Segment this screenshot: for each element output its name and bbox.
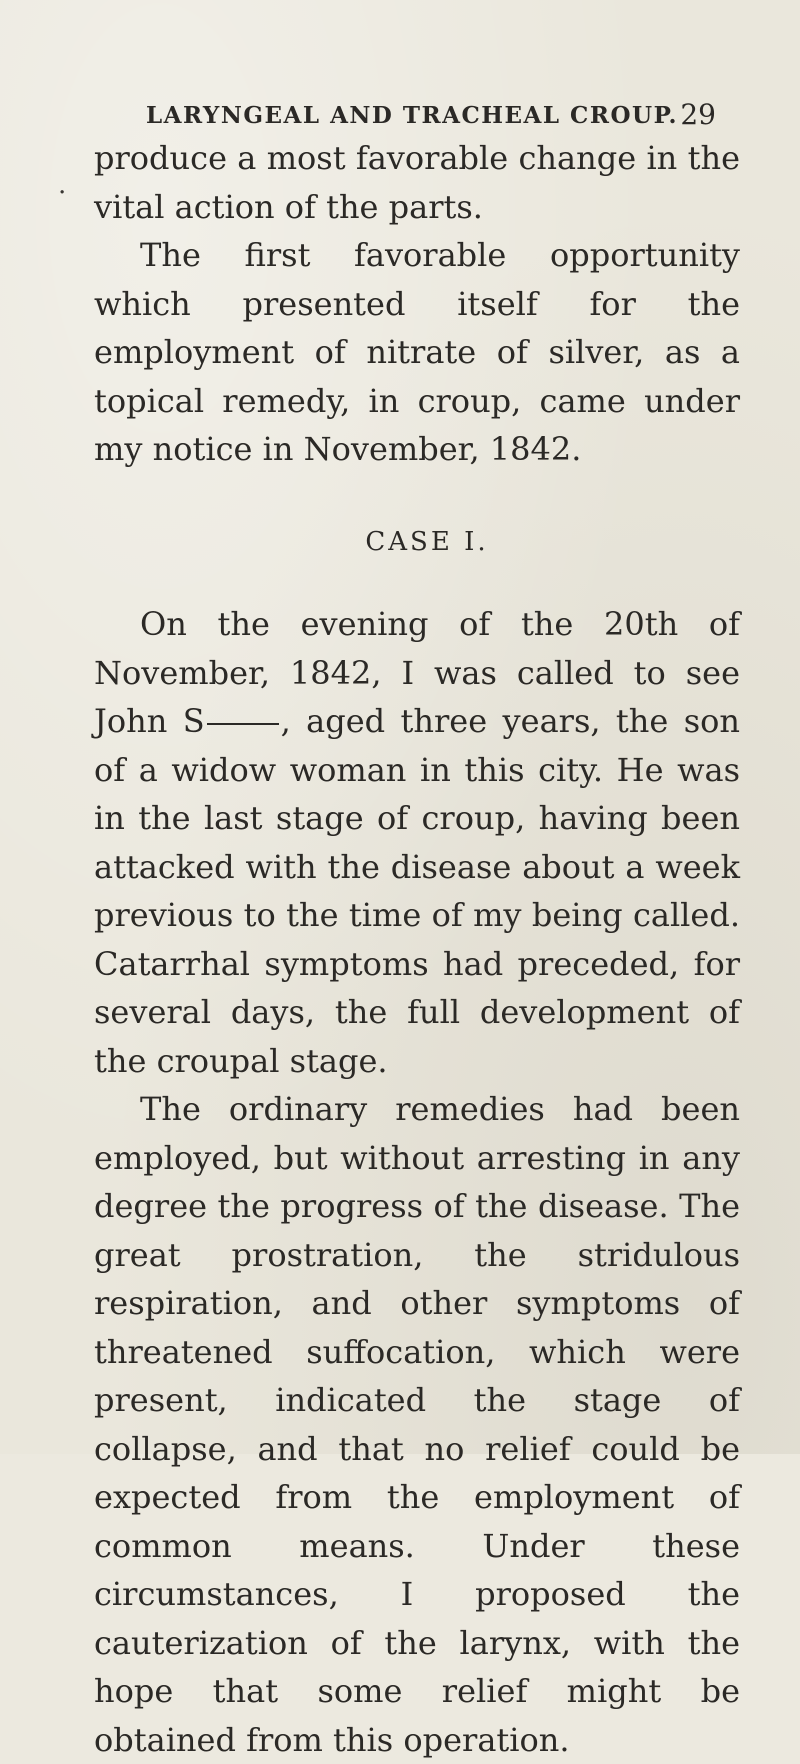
body-text: [94, 134, 740, 1764]
paragraph-remedies: The ordinary remedies had been employed, but without arresting in any degree the progress of the disease. The great prostration, the stridulous respiration, and other symptoms of threatened suffocation, which were present, indicated the stage of collapse, and that no relief could be expected from the employment of common means. Under these circumstances, I proposed the cauterization of the larynx, with the hope that some relief might be obtained from this operation.: [94, 1090, 740, 1759]
paragraph-opportunity: The first favorable opportunity which presented itself for the employment of nitrate of silver, as a topical remedy, in croup, came under my notice in November, 1842.: [94, 236, 740, 468]
case-heading: CASE I.: [365, 526, 489, 557]
running-title: LARYNGEAL AND TRACHEAL CROUP.: [146, 102, 679, 129]
margin-mark: .: [58, 170, 67, 200]
page-number: 29: [680, 98, 716, 131]
case-intro-text-end: , aged three years, the son of a widow woman in this city. He was in the last stage of croup, having been attacked with the disease about a week previous to the time of my being called. Catarrhal symptoms had preceded, for several days, the full development of the croupal stage.: [94, 702, 741, 1080]
case-intro-text-start: On the evening of the 20th of November, 1842, I was called to see John S: [94, 605, 740, 740]
paragraph-continuation: produce a most favorable change in the vital action of the parts.: [94, 139, 740, 226]
paragraph-case-intro: [94, 600, 740, 1085]
name-redaction-dash: [207, 723, 279, 725]
